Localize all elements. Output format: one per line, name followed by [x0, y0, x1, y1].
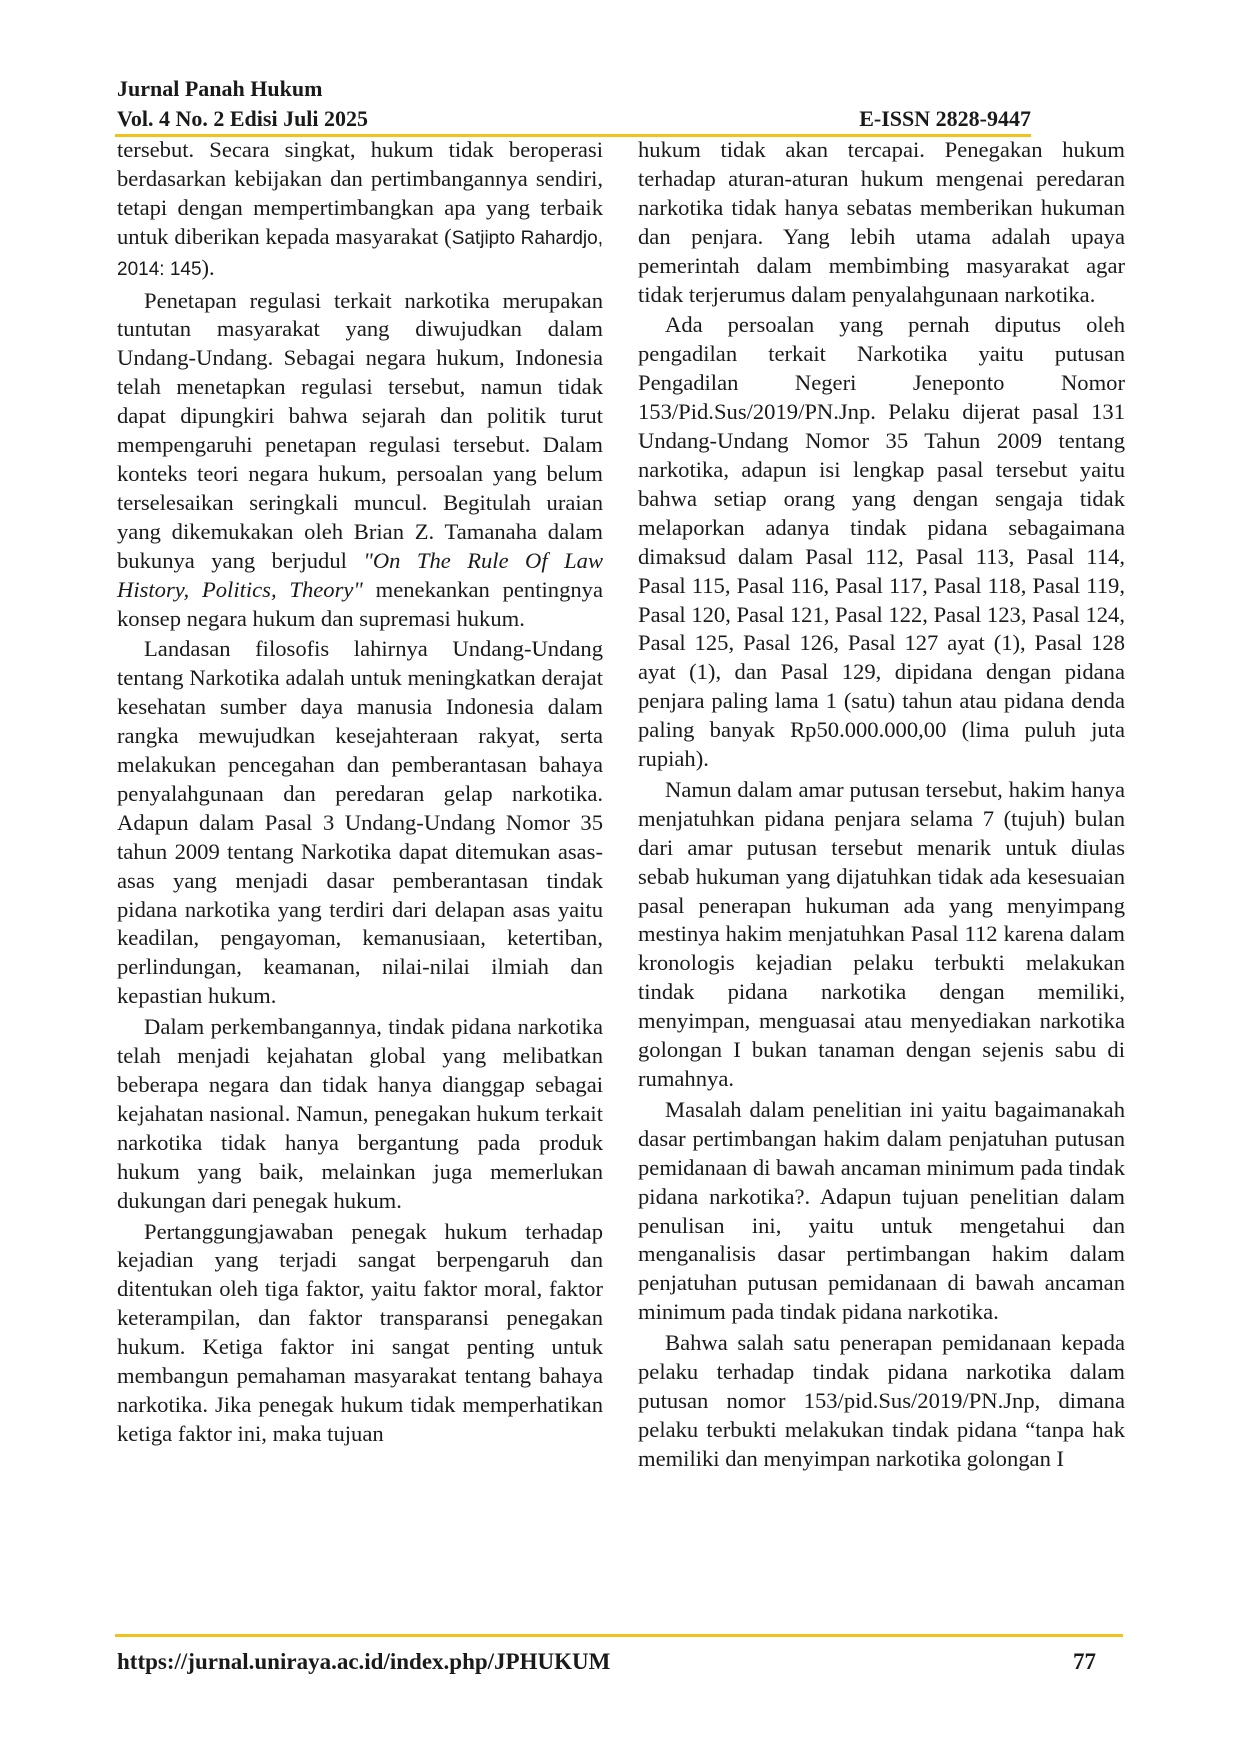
book-title: "On The Rule Of Law History, Politics, Theory" — [117, 547, 604, 602]
paragraph: Ada persoalan yang pernah diputus oleh pengadilan terkait Narkotika yaitu putusan Pengadilan Negeri Jeneponto Nomor 153/Pid.Sus/2019/PN.Jnp. Pelaku dijerat pasal 131 Undang-Undang Nomor 35 Tahun 2009 tentang narkotika, adapun isi lengkap pasal tersebut yaitu bahwa setiap orang yang dengan sengaja tidak melaporkan adanya tindak pidana sebagaimana dimaksud dalam Pasal 112, Pasal 113, Pasal 114, Pasal 115, Pasal 116, Pasal 117, Pasal 118, Pasal 119, Pasal 120, Pasal 121, Pasal 122, Pasal 123, Pasal 124, Pasal 125, Pasal 126, Pasal 127 ayat (1), Pasal 128 ayat (1), dan Pasal 129, dipidana dengan pidana penjara paling lama 1 (satu) tahun atau pidana denda paling banyak Rp50.000.000,00 (lima puluh juta rupiah). — [638, 312, 1125, 772]
paragraph: Pertanggungjawaban penegak hukum terhadap kejadian yang terjadi sangat berpengaruh dan ditentukan oleh tiga faktor, yaitu faktor moral, faktor keterampilan, dan faktor transparansi penegakan hukum. Ketiga faktor ini sangat penting untuk membangun pemahaman masyarakat tentang bahaya narkotika. Jika penegak hukum tidak memperhatikan ketiga faktor ini, maka tujuan — [117, 1218, 603, 1446]
paragraph: Namun dalam amar putusan tersebut, hakim hanya menjatuhkan pidana penjara selama 7 (tujuh) bulan dari amar putusan tersebut menarik untuk diulas sebab hukuman yang dijatuhkan tidak ada kesesuaian pasal penerapan hukuman ada yang menyimpang mestinya hakim menjatuhkan Pasal 112 karena dalam kronologis kejadian pelaku terbukti melakukan tindak pidana narkotika dengan memiliki, menyimpan, menguasai atau menyediakan narkotika golongan I bukan tanaman dengan sejenis sabu di rumahnya. — [638, 776, 1125, 1091]
paragraph-text: menekankan pentingnya konsep negara hukum dan supremasi hukum. — [117, 576, 603, 631]
citation: Satjipto Rahardjo, 2014: 145 — [117, 227, 603, 280]
paragraph-text: ). — [201, 254, 215, 280]
left-column — [117, 136, 603, 1449]
paragraph: Dalam perkembangannya, tindak pidana narkotika telah menjadi kejahatan global yang melibatkan beberapa negara dan tidak hanya dianggap sebagai kejahatan nasional. Namun, penegakan hukum terkait narkotika tidak hanya bergantung pada produk hukum yang baik, melainkan juga memerlukan dukungan dari penegak hukum. — [117, 1014, 603, 1213]
paragraph — [117, 287, 603, 634]
page-number: 77 — [1073, 1649, 1096, 1674]
journal-title: Jurnal Panah Hukum — [117, 76, 323, 101]
paragraph — [117, 136, 603, 285]
paragraph: hukum tidak akan tercapai. Penegakan hukum terhadap aturan-aturan hukum mengenai peredaran narkotika tidak hanya sebatas memberikan hukuman dan penjara. Yang lebih utama adalah upaya pemerintah dalam membimbing masyarakat agar tidak terjerumus dalam penyalahgunaan narkotika. — [638, 137, 1125, 307]
paragraph-text: Penetapan regulasi terkait narkotika merupakan tuntutan masyarakat yang diwujudkan dalam Undang-Undang. Sebagai negara hukum, Indonesia telah menetapkan regulasi tersebut, namun tidak dapat dipungkiri bahwa sejarah dan politik turut mempengaruhi penetapan regulasi tersebut. Dalam konteks teori negara hukum, persoalan yang belum terselesaikan seringkali muncul. Begitulah uraian yang dikemukakan oleh Brian Z. Tamanaha dalam bukunya yang berjudul — [117, 287, 603, 573]
paragraph: Masalah dalam penelitian ini yaitu bagaimanakah dasar pertimbangan hakim dalam penjatuhan putusan pemidanaan di bawah ancaman minimum pada tindak pidana narkotika?. Adapun tujuan penelitian dalam penulisan ini, yaitu untuk mengetahui dan menganalisis dasar pertimbangan hakim dalam penjatuhan putusan pemidanaan di bawah ancaman minimum pada tindak pidana narkotika. — [638, 1096, 1125, 1325]
paragraph-text: tersebut. Secara singkat, hukum tidak beroperasi berdasarkan kebijakan dan pertimbangannya sendiri, tetapi dengan mempertimbangkan apa yang terbaik untuk diberikan kepada masyarakat ( — [117, 137, 603, 249]
volume-issue: Vol. 4 No. 2 Edisi Juli 2025 — [117, 106, 369, 131]
paragraph: Landasan filosofis lahirnya Undang-Undang tentang Narkotika adalah untuk meningkatkan derajat kesehatan sumber daya manusia Indonesia dalam rangka mewujudkan kesejahteraan rakyat, serta melakukan pencegahan dan pemberantasan bahaya penyalahgunaan dan peredaran gelap narkotika. Adapun dalam Pasal 3 Undang-Undang Nomor 35 tahun 2009 tentang Narkotika dapat ditemukan asas-asas yang menjadi dasar pemberantasan tindak pidana narkotika yang terdiri dari delapan asas yaitu keadilan, pengayoman, kemanusiaan, ketertiban, perlindungan, keamanan, nilai-nilai ilmiah dan kepastian hukum. — [117, 636, 603, 1009]
footer-rule — [115, 1634, 1123, 1637]
paragraph: Bahwa salah satu penerapan pemidanaan kepada pelaku terhadap tindak pidana narkotika dalam putusan nomor 153/pid.Sus/2019/PN.Jnp, dimana pelaku terbukti melakukan tindak pidana “tanpa hak memiliki dan menyimpan narkotika golongan I — [638, 1330, 1125, 1471]
right-column — [638, 136, 1125, 1474]
issn: E-ISSN 2828-9447 — [859, 106, 1031, 131]
journal-url-link[interactable]: https://jurnal.uniraya.ac.id/index.php/JPHUKUM — [117, 1649, 611, 1674]
